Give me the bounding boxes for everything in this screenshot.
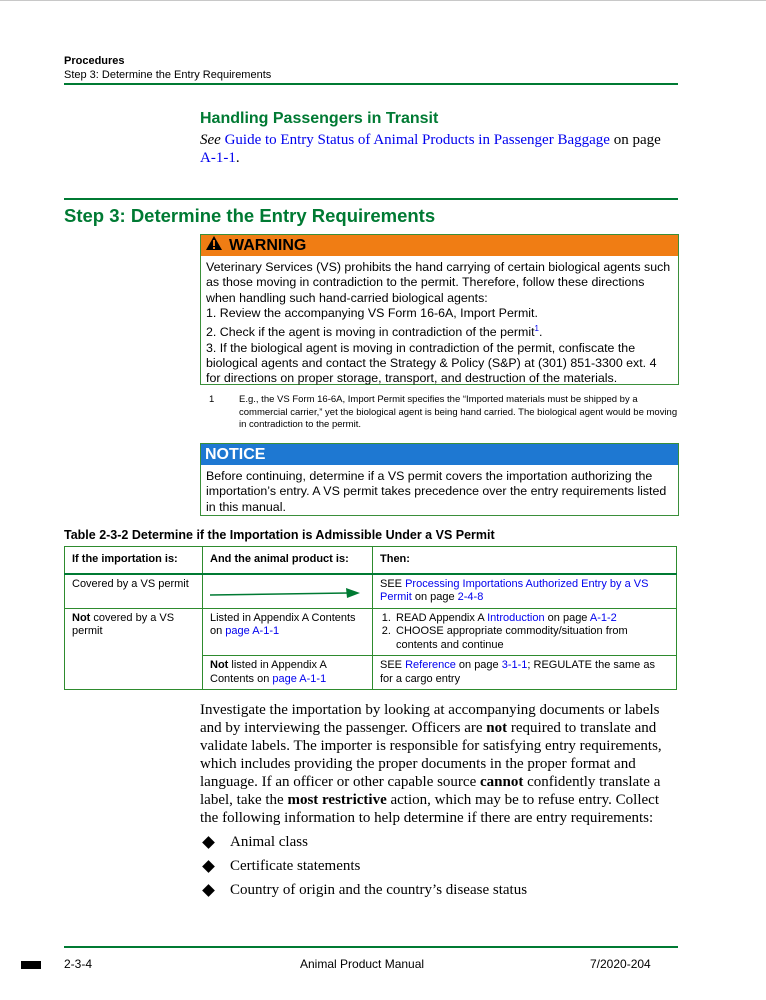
footer-marker	[21, 961, 41, 969]
page-2-4-8-link[interactable]: 2-4-8	[457, 591, 484, 603]
investigation-paragraph	[200, 701, 678, 827]
cell-listed	[203, 608, 373, 656]
bullet-text: Certificate statements	[230, 858, 361, 874]
table-caption: Table 2-3-2 Determine if the Importation is Admissible Under a VS Permit	[64, 528, 495, 542]
bullet-text: Animal class	[230, 834, 308, 850]
list-item: 2. CHOOSE appropriate commodity/situation from contents and continue	[394, 625, 669, 652]
header-rule	[64, 83, 678, 85]
para-text: required to translate and validate labels. The importer is responsible for satisfying entry requirements, which includes providing the proper documents in the proper format and language. If an officer or other capable source	[200, 720, 662, 790]
not-covered-text: covered by a VS permit	[72, 611, 175, 637]
not-listed-text: listed in Appendix A Contents on	[210, 659, 327, 685]
warning-intro: Veterinary Services (VS) prohibits the hand carrying of certain biological agents such as those moving in contradiction to the permit. Therefore, follow these directions when handling such hand-carried biological agents:	[206, 260, 671, 305]
diamond-bullet-icon	[202, 884, 215, 897]
notice-bar: NOTICE	[201, 444, 678, 465]
diamond-bullet-icon	[202, 860, 215, 873]
warning-bar	[201, 235, 678, 256]
cell-not-listed	[203, 656, 373, 690]
page-a-1-1-link[interactable]: page A-1-1	[272, 672, 327, 685]
listed-text: Listed in Appendix A Contents on	[210, 611, 356, 637]
warning-triangle-icon	[205, 235, 223, 256]
footer-rule	[64, 946, 678, 948]
footnote-text: E.g., the VS Form 16-6A, Import Permit specifies the “Imported materials must be shipped by a commercial carrier,” yet the biological agent is being hand carried. The biological agent would be moving in contradiction to the permit.	[239, 394, 678, 430]
read-text: READ Appendix A	[396, 611, 488, 624]
top-border-line	[0, 0, 766, 1]
footer-title: Animal Product Manual	[300, 957, 425, 971]
header-section: Procedures	[64, 55, 125, 67]
warning-item-1: 1. Review the accompanying VS Form 16-6A, Import Permit.	[206, 305, 538, 320]
on-page-text: on page	[609, 132, 661, 148]
cell-arrow	[203, 574, 373, 609]
notice-body: Before continuing, determine if a VS permit covers the importation authorizing the importation’s entry. A VS permit takes precedence over the entry requirements listed in this manual.	[206, 469, 667, 514]
step-heading: Step 3: Determine the Entry Requirements	[64, 205, 436, 226]
warning-box	[200, 234, 679, 385]
para-text: Investigate the importation by looking at accompanying documents or labels and by interviewing the passenger. Officers are	[200, 702, 660, 736]
header-subsection: Step 3: Determine the Entry Requirements	[64, 69, 272, 81]
on-page-text: on page	[411, 591, 458, 603]
footer-date: 7/2020-204	[590, 957, 651, 971]
table-header-then: Then:	[373, 547, 677, 574]
notice-box	[200, 443, 679, 516]
not-bold: Not	[210, 659, 229, 671]
warning-item-2-text: 2. Check if the agent is moving in contradiction of the permit	[206, 325, 535, 340]
warning-item-3: 3. If the biological agent is moving in contradiction of the permit, confiscate the biological agents and contact the Strategy & Policy (S&P) at (301) 851-3300 ext. 4 for directions on proper storage, transport, and destruction of the materials.	[206, 340, 657, 386]
page-a-1-1-link[interactable]: page A-1-1	[225, 625, 280, 637]
warning-item-2	[206, 321, 673, 340]
warning-item-2-end: .	[538, 325, 543, 340]
cell-not-covered	[65, 608, 203, 690]
introduction-link[interactable]: Introduction	[487, 611, 545, 624]
cell-then-see-processing	[373, 574, 677, 609]
footnote	[209, 394, 679, 432]
transit-paragraph	[200, 131, 678, 167]
regulate-text: ; REGULATE the same as for a cargo entry	[380, 659, 655, 685]
list-item	[394, 612, 669, 626]
see-text: See	[200, 132, 221, 148]
cell-covered: Covered by a VS permit	[65, 574, 203, 609]
page-3-1-1-link[interactable]: 3-1-1	[501, 659, 528, 671]
reference-link[interactable]: Reference	[405, 659, 456, 671]
warning-body	[201, 256, 678, 391]
guide-entry-status-link[interactable]: Guide to Entry Status of Animal Products in Passenger Baggage	[224, 132, 610, 148]
cell-then-see-reference	[373, 656, 677, 690]
para-text: action, which may be to refuse entry. Collect the following information to help determine if there are entry requirements:	[200, 792, 660, 826]
entry-requirements-table	[64, 546, 677, 690]
list-item	[200, 880, 678, 904]
list-item	[200, 832, 678, 856]
warning-label: WARNING	[229, 236, 307, 254]
footnote-number: 1	[209, 394, 215, 405]
running-header	[64, 54, 678, 82]
on-page-text: on page	[455, 659, 502, 671]
not-bold: Not	[72, 611, 91, 624]
see-label: SEE	[380, 577, 406, 590]
info-bullet-list	[200, 832, 678, 904]
cell-then-read	[373, 608, 677, 656]
table-header-product: And the animal product is:	[203, 547, 373, 574]
bullet-text: Country of origin and the country’s disease status	[230, 882, 528, 898]
footer-page-number: 2-3-4	[64, 957, 93, 971]
diamond-bullet-icon	[202, 836, 215, 849]
processing-importations-link[interactable]: Processing Importations Authorized Entry by a VS Permit	[380, 577, 649, 603]
transit-heading: Handling Passengers in Transit	[200, 110, 439, 127]
para-bold-most-restrictive: most restrictive	[287, 792, 387, 808]
para-bold-cannot: cannot	[480, 774, 524, 790]
list-item	[200, 856, 678, 880]
table-row	[65, 574, 677, 609]
page-a-1-2-link[interactable]: A-1-2	[589, 611, 617, 624]
page-a-1-1-link[interactable]: A-1-1	[200, 150, 236, 166]
on-page-text: on page	[544, 611, 590, 624]
step-heading-rule	[64, 198, 678, 200]
para-bold-not: not	[486, 720, 508, 736]
see-label: SEE	[380, 659, 406, 671]
table-row	[65, 608, 677, 656]
footnote-ref[interactable]: 1	[534, 324, 539, 334]
para-text: confidently translate a label, take the	[200, 774, 661, 808]
arrow-right-icon	[210, 586, 360, 602]
table-header-importation: If the importation is:	[65, 547, 203, 574]
table-header-row	[65, 547, 677, 574]
period-text: .	[235, 150, 240, 166]
